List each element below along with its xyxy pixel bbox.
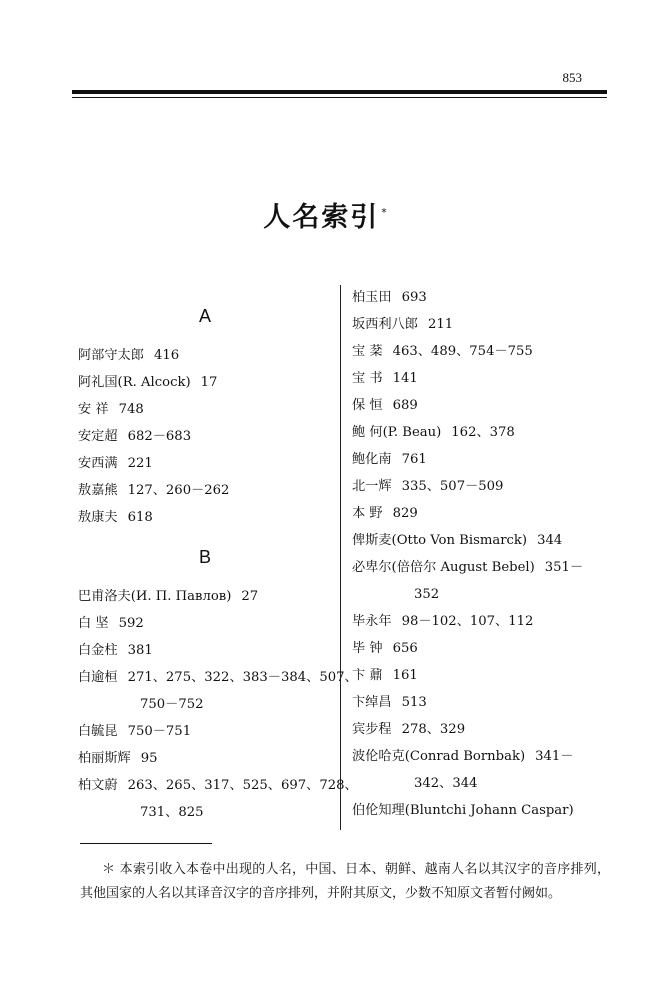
entry-name: 安定超 [78,429,118,444]
entry-name: 白金柱 [78,643,118,658]
entry-name: 北一辉 [352,479,392,494]
entry-name: 阿礼国(R. Alcock) [78,375,191,390]
page-title [0,195,652,234]
index-entry [352,338,617,365]
entry-pages: 416 [153,348,180,363]
entry-name: 坂西利八郎 [352,317,418,332]
index-entry [352,635,617,662]
index-entry [78,504,336,531]
entry-pages: 278、329 [401,722,466,737]
entry-pages: 98－102、107、112 [401,614,534,629]
entry-name: 白毓昆 [78,724,118,739]
entry-name: 鲍 何(P. Beau) [352,425,442,440]
entry-pages: 829 [392,506,418,521]
index-entry [352,608,617,635]
entry-pages: 381 [127,643,153,658]
index-entry [78,745,336,772]
index-entry [352,419,617,446]
entry-pages: 513 [401,695,427,710]
entry-pages: 27 [241,589,259,604]
entry-name: 卞 鼐 [352,668,383,683]
entry-pages: 263、265、317、525、697、728、 [127,778,358,793]
entry-name: 柏玉田 [352,290,392,305]
entry-name: 敖康夫 [78,510,118,525]
entry-name: 本 野 [352,506,383,521]
index-entry [352,797,617,824]
column-divider [340,285,341,830]
entry-name: 柏丽斯辉 [78,751,131,766]
entry-pages: 689 [392,398,418,413]
header-rule-thin [72,97,607,98]
entry-name: 宝 棻 [352,344,383,359]
entry-pages-continued: 731、825 [140,805,204,820]
entry-pages: 748 [118,402,144,417]
entry-name: 保 恒 [352,398,383,413]
entry-name: 敖嘉熊 [78,483,118,498]
entry-pages: 161 [392,668,418,683]
entry-pages: 656 [392,641,418,656]
entry-pages: 141 [392,371,418,386]
header-rule-thick [72,90,607,94]
index-entry [352,500,617,527]
entry-name: 白 坚 [78,616,109,631]
index-entry [78,772,358,799]
section-gap [78,531,336,541]
entry-pages: 211 [427,317,454,332]
index-entry [352,716,617,743]
entry-name: 必卑尔(倍倍尔 August Bebel) [352,560,535,575]
section-letter: A [198,306,211,326]
entry-name: 俾斯麦(Otto Von Bismarck) [352,533,528,548]
entry-name: 巴甫洛夫(И. П. Павлов) [78,589,232,604]
index-entry [78,396,336,423]
entry-pages: 351－ [544,560,584,575]
entry-name: 宝 书 [352,371,383,386]
entry-pages: 618 [127,510,153,525]
entry-pages: 17 [200,375,218,390]
index-entry [78,342,336,369]
index-entry [78,423,336,450]
entry-name: 阿部守太郎 [78,348,144,363]
entry-pages: 750－751 [127,724,192,739]
entry-name: 卞绰昌 [352,695,392,710]
entry-name: 安 祥 [78,402,109,417]
entry-pages: 463、489、754－755 [392,344,533,359]
index-entry [352,662,617,689]
index-entry [78,610,336,637]
entry-name: 伯伦知理(Bluntchi Johann Caspar) [352,803,574,818]
entry-pages: 761 [401,452,427,467]
entry-pages-continued: 352 [414,587,440,602]
index-entry [78,718,336,745]
title-footnote-mark: * [381,206,389,219]
section-letter: B [198,547,211,567]
entry-name: 白逾桓 [78,670,118,685]
entry-pages: 693 [401,290,427,305]
entry-pages: 335、507－509 [401,479,504,494]
entry-name: 毕永年 [352,614,392,629]
entry-pages: 162、378 [451,425,515,440]
footnote: ＊ 本索引收入本卷中出现的人名，中国、日本、朝鲜、越南人名以其汉字的音序排列，其他国家的人名以其译音汉字的音序排列，并附其原文，少数不知原文者暂付阙如。 [80,862,610,901]
entry-pages-continued: 750－752 [140,697,204,712]
index-entry [352,365,617,392]
index-entry [352,689,617,716]
page-number: 853 [562,70,582,85]
right-column [352,284,617,824]
index-entry [352,311,617,338]
entry-pages: 592 [118,616,144,631]
entry-pages-continued: 342、344 [414,776,478,791]
index-entry [78,477,336,504]
entry-name: 安西满 [78,456,118,471]
entry-pages: 95 [140,751,158,766]
entry-pages: 344 [537,533,563,548]
index-entry [78,369,336,396]
index-entry [352,284,617,311]
entry-pages: 341－ [535,749,574,764]
footnote-rule [80,843,212,844]
entry-pages: 127、260－262 [127,483,230,498]
index-entry [78,664,358,691]
index-entry [352,446,617,473]
left-column [78,300,358,826]
entry-name: 毕 钟 [352,641,383,656]
index-entry [78,583,336,610]
entry-name: 鲍化南 [352,452,392,467]
index-entry [352,473,617,500]
title-text: 人名索引 [263,202,380,233]
entry-name: 波伦哈克(Conrad Bornbak) [352,749,526,764]
index-entry [78,637,336,664]
index-entry [352,392,617,419]
index-entry [352,743,617,770]
entry-name: 柏文蔚 [78,778,118,793]
entry-name: 宾步程 [352,722,392,737]
index-entry [352,527,617,554]
entry-pages: 221 [127,456,153,471]
index-entry [352,554,617,581]
index-entry [78,450,336,477]
entry-pages: 682－683 [127,429,192,444]
entry-pages: 271、275、322、383－384、507、 [127,670,358,685]
